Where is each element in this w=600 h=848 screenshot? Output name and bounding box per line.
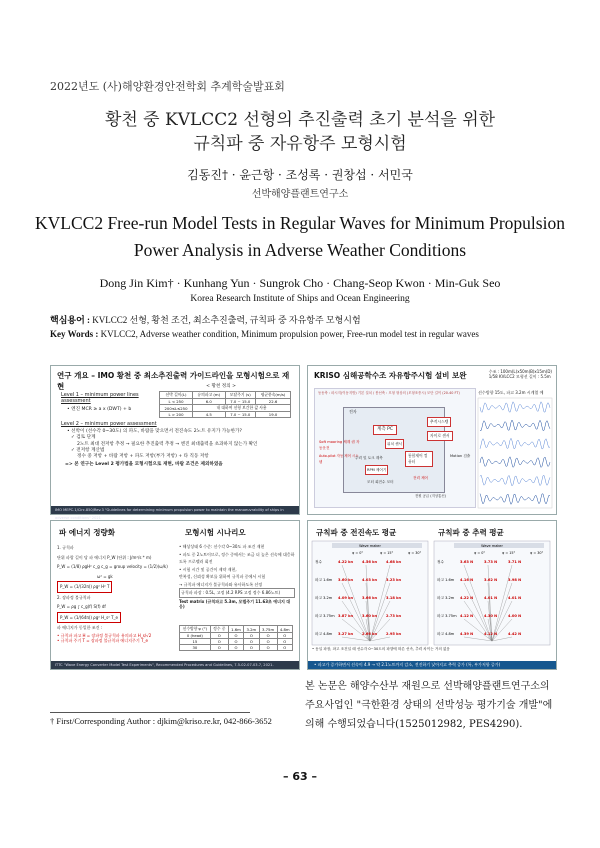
speed-value: 4.56 kn — [362, 560, 378, 564]
affiliation-en: Korea Research Institute of Ships and Ocean Engineering — [190, 294, 410, 304]
results-panel — [434, 541, 550, 645]
s2-label-pc: 계측 PC — [373, 425, 397, 435]
s1-level1-formula: • 엔진 MCR ≥ a x (DWT) + b — [67, 407, 132, 413]
thrust-value: 3.73 N — [484, 560, 498, 564]
s3-line: • 규칙파 파고 H = 장파정 불규칙파 유의파고 H_s/√2 — [57, 632, 152, 638]
title-en-line2: Power Analysis in Adverse Weather Conditions — [133, 240, 467, 260]
s2-spec — [489, 369, 552, 379]
s2-system-diagram — [314, 388, 476, 508]
s4-title-right: 규칙파 중 추력 평균 — [438, 528, 504, 537]
s2-label-rpm: RPM 제어기 — [365, 465, 388, 475]
table-cell: 1.6m — [228, 626, 243, 633]
s1-level2-steps: ✓ 검토 단계 — [71, 435, 96, 441]
thrust-value: 3.71 N — [508, 560, 522, 564]
table-cell: O — [244, 645, 259, 651]
speed-value: 2.66 kn — [362, 632, 378, 636]
table-cell: 선박 길이(L) — [160, 392, 193, 399]
s1-weather-table — [159, 391, 291, 418]
table-row — [180, 626, 293, 633]
keywords-kr-text: KVLCC2 선형, 황천 조건, 최소추진출력, 규칙파 중 자유항주 모형시험 — [92, 315, 361, 325]
thrust-value: 4.16 N — [460, 578, 474, 582]
heading-label: ψ = 30° — [408, 551, 422, 555]
title-en-line1: KVLCC2 Free-run Model Tests in Regular Waves for Minimum Propulsion — [35, 213, 565, 233]
speed-value: 4.09 kn — [338, 596, 354, 600]
conference-header: 2022년도 (사)해양환경안전학회 추계학술발표회 — [50, 80, 285, 93]
table-cell: O — [228, 639, 243, 645]
table-cell: 200≤L≤250 — [160, 405, 193, 412]
heading-label: ψ = 0° — [474, 551, 486, 555]
table-cell: 모달주기 (s) — [225, 392, 255, 399]
s3-line: • 규칙파 주기 T = 장파정 불규칙파 에너지주기 T_e — [57, 637, 148, 643]
heading-label: ψ = 15° — [380, 551, 394, 555]
results-panel — [312, 541, 428, 645]
footnote-divider — [50, 712, 250, 713]
s3-line: P_W = (1/(64π)) ρg² H_s² T_e — [57, 612, 121, 624]
table-cell: 내 대하여 선형 보간한 값 사용 — [193, 405, 291, 412]
thrust-value: 3.63 N — [460, 560, 474, 564]
s1-footer: IMO MEPC.1/Circ.850/Rev.3 "Guidelines for determining minimum propulsion power to maintain the manoeuvrability of ships in adverse conditions" 2021 — [51, 506, 299, 514]
speed-value: 3.23 kn — [386, 578, 402, 582]
s3-line: P_W = (1/(32π)) ρg² H² T — [57, 581, 112, 593]
wave-maker-label: Wave maker — [359, 544, 381, 548]
s3-right-line: 규칙파 파장 : 0.5L, 고정 (4.2 RPS 고정 정수 6.86노트) — [179, 588, 295, 598]
table-cell: 정수 중 — [210, 626, 228, 633]
condition-label: 파고 3.75m — [437, 614, 457, 618]
speed-value: 3.60 kn — [338, 578, 354, 582]
s3-left-content — [57, 543, 175, 643]
table-cell: 3.2m — [244, 626, 259, 633]
thrust-value: 4.01 N — [508, 596, 522, 600]
table-cell: O — [277, 645, 292, 651]
thrust-value: 4.42 N — [508, 632, 522, 636]
slide-research-overview — [50, 365, 300, 520]
speed-value: 3.27 kn — [338, 632, 354, 636]
speed-value: 2.73 kn — [386, 614, 402, 618]
thrust-value: 3.62 N — [484, 578, 498, 582]
table-cell: O — [259, 645, 277, 651]
s2-chart-label: 선수방향 15도, 파고 3.2m 시계열 예 — [478, 390, 544, 395]
s2-label-thrust: 추력 및 토크 계측 — [355, 456, 383, 460]
s1-level2-calc: ✓ 전저항 계산법 — [71, 447, 105, 453]
table-cell: O — [210, 645, 228, 651]
slide-wave-energy — [50, 520, 300, 670]
s1-level2-calc-detail: 정수 중 저항 + 바람 저항 + 파도 저항(부가 저항) + 타 직동 저항 — [77, 454, 209, 460]
speed-value: 3.60 kn — [362, 614, 378, 618]
speed-value: 3.66 kn — [362, 596, 378, 600]
affiliation-kr: 선박해양플랜트연구소 — [251, 189, 349, 200]
s3-line: 2. 장파정 불규칙파 — [57, 594, 91, 600]
thrust-value: 3.98 N — [508, 578, 522, 582]
s2-label-autopilot: Auto-pilot 자동 제어 시스템 — [319, 454, 359, 465]
table-cell: O — [210, 633, 228, 639]
s1-level1: Level 1 – minimum power lines assessment — [61, 392, 139, 405]
table-cell: 7.0 ~ 15.0 — [225, 399, 255, 405]
table-cell: O — [244, 639, 259, 645]
condition-label: 파고 3.2m — [315, 596, 333, 600]
s3-right-line: • 시험 시간 및 공간이 제약 재현, — [179, 566, 237, 572]
s2-label-motion: Motion 검출 — [450, 454, 471, 458]
table-cell: 0 (head) — [180, 633, 211, 639]
slide-results — [307, 520, 557, 670]
slide1-title: 연구 개요 – IMO 황천 중 최소추진출력 가이드라인을 모형시험으로 재현 — [57, 371, 290, 391]
s3-line: P_W = (1/8) ρgH² c_g c_g = group velocity = (1/2)(ω/k) — [57, 564, 168, 569]
s3-right-line: → 규칙파 에너지가 불규칙파와 유사하도록 선정 — [179, 581, 263, 587]
s3-line: 1. 규칙파 — [57, 545, 74, 550]
s2-label-motor: 모터 회전수 모터 — [367, 480, 394, 484]
s2-model-length: 1/58 KVLCC2 모형선 길이 : 5.5m — [488, 374, 551, 379]
slide2-title: KRISO 심해공학수조 자유항주시험 설비 보완 — [314, 371, 467, 380]
table-cell: O — [244, 633, 259, 639]
s1-table-title: < 황천 정의 > — [206, 384, 236, 389]
condition-label: 파고 3.75m — [315, 614, 335, 618]
table-cell: 4.8m — [277, 626, 292, 633]
thrust-value: 4.39 N — [460, 632, 474, 636]
s3-test-matrix — [179, 625, 293, 651]
s2-label-electronics: 전자 — [349, 409, 357, 414]
speed-value: 2.95 kn — [386, 632, 402, 636]
thrust-value: 4.30 N — [484, 614, 498, 618]
title-kr-line1: 황천 중 KVLCC2 선형의 추진출력 초기 분석을 위한 — [104, 110, 496, 130]
thrust-value: 4.01 N — [484, 596, 498, 600]
table-cell: O — [277, 639, 292, 645]
table-cell: 7.0 ~ 15.0 — [225, 412, 255, 418]
thrust-value: 4.00 N — [508, 614, 522, 618]
table-cell: O — [210, 639, 228, 645]
authors-en: Dong Jin Kim† · Kunhang Yun · Sungrok Cho · Chang-Seop Kwon · Min-Guk Seo — [99, 276, 501, 290]
keywords-en-label: Key Words : — [50, 329, 99, 339]
s2-label-integrated: 통합제어 컴퓨터 — [405, 451, 433, 467]
table-cell: 30 — [180, 645, 211, 651]
s2-label-soft-mooring: Soft mooring 체계 퀀 자동운전 — [319, 440, 360, 451]
heading-label: ψ = 15° — [502, 551, 516, 555]
s3-matrix-title: Test matrix (규칙파고 5.3m, 모델주기 11.63초 에너지 대응) — [179, 598, 291, 609]
s2-basin-size: 수조 : 100m(L)x50m(B)x15m(D) — [488, 369, 552, 374]
speed-value: 4.68 kn — [386, 560, 402, 564]
s2-timeseries-chart — [478, 398, 552, 508]
s3-title-left: 파 에너지 정량화 — [59, 528, 115, 537]
condition-label: 파고 4.8m — [315, 632, 333, 636]
table-cell: 선수방향 ψ (°) — [180, 626, 211, 633]
s3-line: 단위 파랑 길이 당 파 에너지 P_W (단위 : J/m²/s * m) — [57, 554, 152, 560]
wave-maker-label: Wave maker — [481, 544, 503, 548]
authors-kr: 김동진† · 윤근항 · 조성록 · 권창섭 · 서민국 — [187, 168, 413, 182]
table-cell: O — [277, 633, 292, 639]
speed-value: 4.22 kn — [338, 560, 354, 564]
condition-label: 파고 3.2m — [437, 596, 455, 600]
thrust-value: 4.12 N — [484, 632, 498, 636]
table-cell: 유의파고 (m) — [193, 392, 226, 399]
page-number: – 63 – — [283, 770, 317, 783]
s3-title-right: 모형시험 시나리오 — [185, 528, 246, 537]
heading-label: ψ = 30° — [530, 551, 544, 555]
acknowledgement-text: 본 논문은 해양수산부 재원으로 선박해양플랜트연구소의 주요사업인 "극한환경 상태의 선박성능 평가기술 개발"에 의해 수행되었습니다(1525012982, PES4290). — [305, 681, 553, 730]
table-cell: O — [228, 633, 243, 639]
table-row — [160, 405, 291, 412]
footnote: † First/Corresponding Author : djkim@kriso.re.kr, 042-866-3652 — [50, 716, 272, 726]
table-cell: O — [259, 639, 277, 645]
s2-label-gyro: 자이로 센서 — [427, 431, 453, 441]
table-cell: 3.75m — [259, 626, 277, 633]
thrust-value: 4.22 N — [460, 596, 474, 600]
keywords-kr-label: 핵심용어 : — [50, 315, 91, 325]
speed-value: 4.03 kn — [362, 578, 378, 582]
s4-title-left: 규칙파 중 전진속도 평균 — [316, 528, 397, 537]
s1-level2-question: • 선박이 (선수각 0~30도) 의 파도, 바람을 맞으면서 전진속도 2노트 유지가 가능한가? — [67, 429, 242, 435]
table-row — [180, 645, 293, 651]
table-cell: L < 250 — [160, 399, 193, 405]
keywords-kr — [50, 314, 560, 326]
condition-label: 파고 4.8m — [437, 632, 455, 636]
title-kr-line2: 규칙파 중 자유항주 모형시험 — [193, 134, 407, 154]
s2-label-power-control: 전력 제어 — [413, 476, 429, 480]
table-cell: 4.5 — [193, 412, 226, 418]
condition-label: 정수 — [315, 560, 322, 564]
condition-label: 파고 1.6m — [437, 578, 455, 582]
s4-results-figure — [312, 541, 552, 649]
table-row — [160, 392, 291, 399]
s3-right-line: 반복성, 신뢰성 확보를 위하여 규칙파 중에서 시험 — [179, 574, 266, 579]
s4-bullet1: • 동일 파장, 파고 조건일 때 선수각 0~30도의 파향에 따른 선속, 추력 차이는 거의 없음 — [312, 647, 450, 651]
table-row — [160, 412, 291, 418]
table-cell: 22.6 — [256, 399, 291, 405]
table-cell: 15 — [180, 639, 211, 645]
table-cell: O — [228, 645, 243, 651]
condition-label: 파고 1.6m — [315, 578, 333, 582]
keywords-en — [50, 328, 560, 340]
s3-right-content — [179, 543, 295, 609]
heading-label: ψ = 0° — [352, 551, 364, 555]
s2-note: 동동축 : 파시지(이동지방) 기본 설치 / 봉선축 : 모형 형상의 (모형조종시) 모단 길이 (20-40 FT) — [318, 391, 460, 395]
s3-footer: ITTC "Wave Energy Converter Model Test Experiments", Recommended Procedures and Guidelines, 7.5-02-07-03.7, 2021. — [51, 661, 299, 669]
s3-line: 파 에너지가 동일한 조건 : — [57, 625, 103, 630]
speed-value: 3.87 kn — [338, 614, 354, 618]
table-cell: O — [259, 633, 277, 639]
s1-level2-steps-detail: 2노트 최대 전저항 추정 → 필요한 추진출력 추정 → 엔진 최대출력을 초과하지 않는가 확인 — [77, 441, 258, 447]
s3-right-line: • 파도 중 2노트이므로, 정수 중에서는 조금 더 높은 선속에 대응하도록 프로펠러 회전 — [179, 551, 295, 564]
s3-right-line: • 해상상태 6 수준: 선수각 0~30도 파 조건 재현 — [179, 544, 265, 549]
s3-line: ω² = gk — [97, 573, 113, 579]
table-cell: 19.0 — [256, 412, 291, 418]
keywords-en-text: KVLCC2, Adverse weather condition, Minimum propulsion power, Free-run model test in regular waves — [100, 329, 479, 339]
speed-value: 3.18 kn — [386, 596, 402, 600]
table-cell: L > 200 — [160, 412, 193, 418]
table-cell: 평균풍속(m/s) — [256, 392, 291, 399]
s1-level2-conclusion: => 본 연구는 Level 2 평가법을 모형시험으로 재현, 바람 조건은 제외하였음 — [65, 462, 223, 468]
s1-level2: Level 2 – minimum power assessment — [61, 421, 157, 427]
table-cell: 6.0 — [193, 399, 226, 405]
s2-label-position: 위치 센서 — [385, 439, 404, 449]
slide-facility — [307, 365, 557, 515]
condition-label: 정수 — [437, 560, 444, 564]
s3-line: P_W = ρg ∫ c_g(f) S(f) df — [57, 604, 106, 609]
s2-label-tracking: 추적시스템 — [427, 417, 451, 427]
s2-label-power-supply: 전원 공급 (지상통신) — [415, 494, 447, 498]
s4-bullet2: • 파고가 증가하면서 선속이 4.9 → 약 2.1노트까지 감소, 전진하기 낮아지고 추력 증가 (특, 부가저항 증가) — [308, 661, 556, 669]
thrust-value: 4.12 N — [460, 614, 474, 618]
